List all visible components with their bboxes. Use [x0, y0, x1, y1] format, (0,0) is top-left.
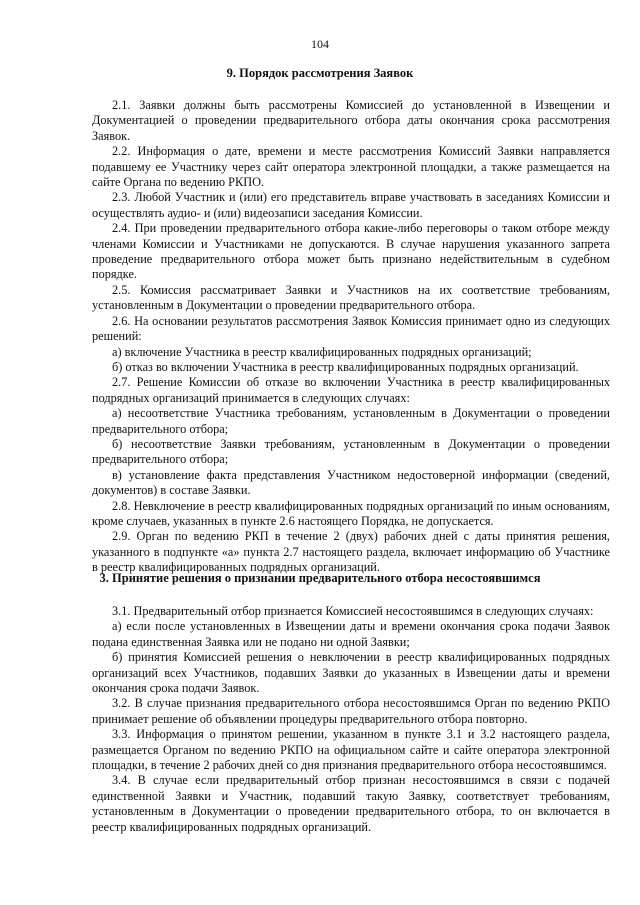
paragraph-3-1-b: б) принятия Комиссией решения о невключении в реестр квалифицированных подрядных организаций всех Участников, подавших Заявки до указанных в Извещении даты и времени окончания срока подачи Заявок. [92, 650, 610, 696]
section-9-body [92, 98, 610, 576]
paragraph-2-4: 2.4. При проведении предварительного отбора какие-либо переговоры о таком отборе между членами Комиссии и Участниками не допускаются. В случае нарушения указанного запрета проведение предварительного отбора может быть признано недействительным в судебном порядке. [92, 221, 610, 282]
paragraph-2-6-b: б) отказ во включении Участника в реестр квалифицированных подрядных организаций. [112, 359, 579, 374]
paragraph-2-2: 2.2. Информация о дате, времени и месте рассмотрения Комиссий Заявки направляется подавшему ее Участнику через сайт оператора электронной площадки, а также размещается на сайте Органа по ведению РКПО. [92, 144, 610, 190]
paragraph-2-7-b: б) несоответствие Заявки требованиям, установленным в Документации о проведении предварительного отбора; [92, 436, 610, 467]
paragraph-2-6-a: а) включение Участника в реестр квалифицированных подрядных организаций; [112, 344, 532, 359]
paragraph-2-5: 2.5. Комиссия рассматривает Заявки и Участников на их соответствие требованиям, установленным в Документации о проведении предварительного отбора. [92, 282, 610, 313]
paragraph-2-6: 2.6. На основании результатов рассмотрения Заявок Комиссия принимает одно из следующих решений: [92, 313, 610, 344]
section-3-body [92, 604, 610, 835]
page-number: 104 [311, 37, 329, 51]
paragraph-3-4: 3.4. В случае если предварительный отбор признан несостоявшимся в связи с подачей единственной Заявки и Участник, подавший такую Заявку, соответствует требованиям, установленным в Документации о проведении предварительного отбора, то он включается в реестр квалифицированных подрядных организаций. [92, 773, 610, 834]
paragraph-2-7-a: а) несоответствие Участника требованиям, установленным в Документации о проведении предварительного отбора; [92, 406, 610, 436]
paragraph-2-9: 2.9. Орган по ведению РКП в течение 2 (двух) рабочих дней с даты принятия решения, указанного в подпункте «а» пункта 2.7 настоящего раздела, включает информацию об Участнике в реестр квалифицированных подрядных организаций. [92, 529, 610, 575]
paragraph-3-2: 3.2. В случае признания предварительного отбора несостоявшимся Орган по ведению РКПО принимает решение об объявлении процедуры предварительного отбора повторно. [92, 696, 610, 726]
paragraph-2-8: 2.8. Невключение в реестр квалифицированных подрядных организаций по иным основаниям, кроме случаев, указанных в пункте 2.6 настоящего Порядка, не допускается. [92, 498, 610, 528]
section-9-title: 9. Порядок рассмотрения Заявок [226, 66, 414, 80]
paragraph-2-7: 2.7. Решение Комиссии об отказе во включении Участника в реестр квалифицированных подрядных организаций принимается в следующих случаях: [92, 375, 610, 405]
paragraph-3-1-a: а) если после установленных в Извещении даты и времени окончания срока подачи Заявок подана единственная Заявка или не подано ни одной Заявки; [92, 619, 610, 649]
paragraph-2-1: 2.1. Заявки должны быть рассмотрены Комиссией до установленной в Извещении и Документацией о проведении предварительного отбора даты окончания срока рассмотрения Заявок. [92, 98, 610, 143]
paragraph-3-1: 3.1. Предварительный отбор признается Комиссией несостоявшимся в следующих случаях: [112, 604, 594, 618]
section-3-title: 3. Принятие решения о признании предварительного отбора несостоявшимся [99, 571, 541, 585]
paragraph-2-3: 2.3. Любой Участник и (или) его представитель вправе участвовать в заседаниях Комиссии и осуществлять аудио- и (или) видеозаписи заседания Комиссии. [92, 190, 610, 220]
paragraph-3-3: 3.3. Информация о принятом решении, указанном в пункте 3.1 и 3.2 настоящего раздела, размещается Органом по ведению РКПО на официальном сайте и сайте оператора электронной площадки, в течение 2 рабочих дней со дня признания предварительного отбора несостоявшимся. [92, 727, 610, 773]
paragraph-2-7-c: в) установление факта представления Участником недостоверной информации (сведений, документов) в составе Заявки. [92, 467, 610, 498]
